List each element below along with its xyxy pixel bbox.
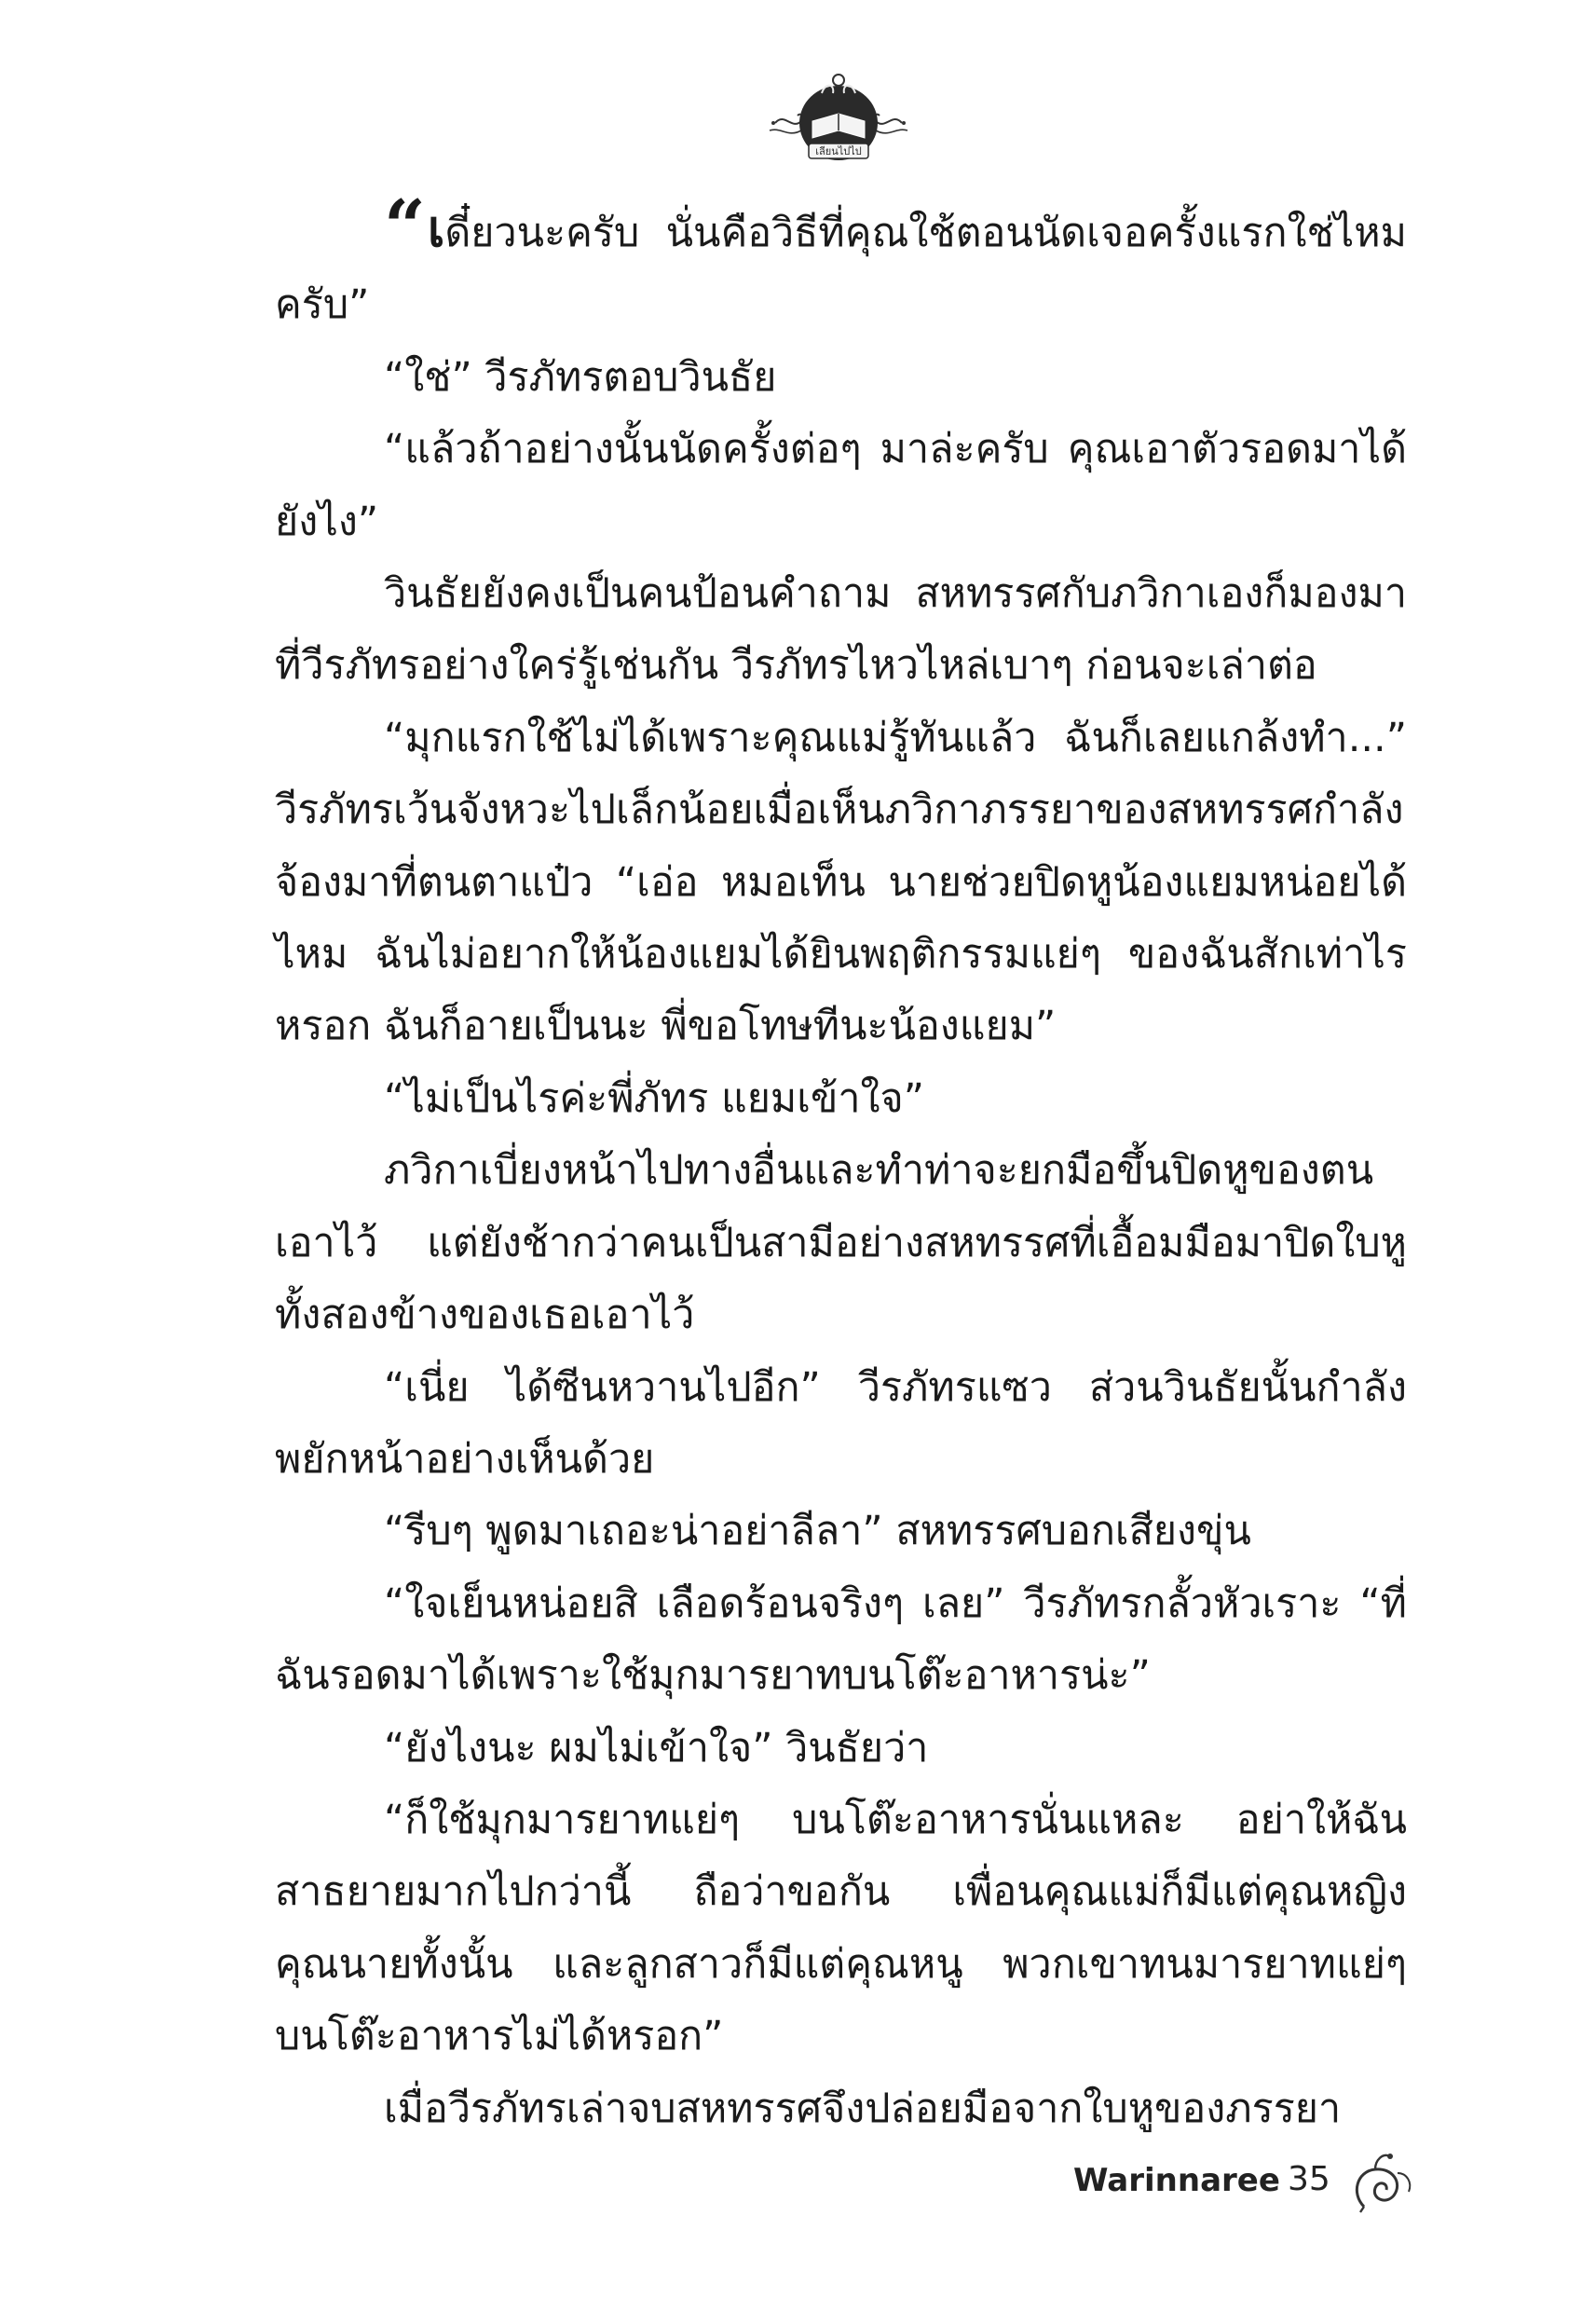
- page-number: 35: [1288, 2160, 1330, 2198]
- paragraph: “ใจเย็นหน่อยสิ เลือดร้อนจริงๆ เลย” วีรภัทรกลั้วหัวเราะ “ที่ฉันรอดมาได้เพราะใช้มุกมารยาทบนโต๊ะอาหารน่ะ”: [275, 1579, 1407, 1700]
- paragraph: “แล้วถ้าอย่างนั้นนัดครั้งต่อๆ มาล่ะครับ คุณเอาตัวรอดมาได้ยังไง”: [275, 426, 1407, 545]
- book-emblem-icon: [764, 65, 913, 177]
- opening-paragraph: [275, 185, 1407, 342]
- paragraph: ภวิกาเบี่ยงหน้าไปทางอื่นและทำท่าจะยกมือขึ้นปิดหูของตนเอาไว้ แต่ยังช้ากว่าคนเป็นสามีอย่างสหทรรศที่เอื้อมมือมาปิดใบหูทั้งสองข้างของเธอเอาไว้: [275, 1147, 1407, 1339]
- paragraph: “ไม่เป็นไรค่ะพี่ภัทร แยมเข้าใจ”: [384, 1074, 924, 1122]
- page-footer: [1044, 2145, 1435, 2220]
- opening-quote-mark: “: [384, 185, 426, 269]
- emblem-text: เลียนไปไป: [815, 145, 862, 157]
- paragraph: “รีบๆ พูดมาเถอะน่าอย่าลีลา” สหทรรศบอกเสียงขุ่น: [384, 1508, 1251, 1555]
- paragraph: “มุกแรกใช้ไม่ได้เพราะคุณแม่รู้ทันแล้ว ฉันก็เลยแกล้งทำ...” วีรภัทรเว้นจังหวะไปเล็กน้อยเมื่อเห็นภวิกาภรรยาของสหทรรศกำลังจ้องมาที่ตนตาแป๋ว “เอ่อ หมอเท็น นายช่วยปิดหูน้องแยมหน่อยได้ไหม ฉันไม่อยากให้น้องแยมได้ยินพฤติกรรมแย่ๆ ของฉันสักเท่าไรหรอก ฉันก็อายเป็นนะ พี่ขอโทษทีนะน้องแยม”: [275, 714, 1407, 1050]
- chapter-body: [275, 185, 1407, 2145]
- paragraph: วินธัยยังคงเป็นคนป้อนคำถาม สหทรรศกับภวิกาเองก็มองมาที่วีรภัทรอย่างใคร่รู้เช่นกัน วีรภัทรไหวไหล่เบาๆ ก่อนจะเล่าต่อ: [275, 570, 1407, 690]
- paragraph: “ยังไงนะ ผมไม่เข้าใจ” วินธัยว่า: [384, 1724, 929, 1771]
- opening-text: ดี๋ยวนะครับ นั่นคือวิธีที่คุณใช้ตอนนัดเจอครั้งแรกใช่ไหมครับ”: [275, 210, 1407, 329]
- footer-author: Warinnaree: [1073, 2162, 1280, 2199]
- paragraph: “ใช่” วีรภัทรตอบวินธัย: [384, 353, 777, 401]
- swirl-ornament-icon: [1347, 2145, 1422, 2220]
- paragraph: เมื่อวีรภัทรเล่าจบสหทรรศจึงปล่อยมือจากใบหูของภรรยา: [384, 2085, 1342, 2132]
- paragraph: “เนี่ย ได้ซีนหวานไปอีก” วีรภัทรแซว ส่วนวินธัยนั้นกำลังพยักหน้าอย่างเห็นด้วย: [275, 1363, 1407, 1483]
- opening-first-char: เ: [427, 199, 445, 258]
- paragraph: “ก็ใช้มุกมารยาทแย่ๆ บนโต๊ะอาหารนั่นแหละ อย่าให้ฉันสาธยายมากไปกว่านี้ ถือว่าขอกัน เพื่อนคุณแม่ก็มีแต่คุณหญิงคุณนายทั้งนั้น และลูกสาวก็มีแต่คุณหนู พวกเขาทนมารยาทแย่ๆ บนโต๊ะอาหารไม่ได้หรอก”: [275, 1796, 1407, 2060]
